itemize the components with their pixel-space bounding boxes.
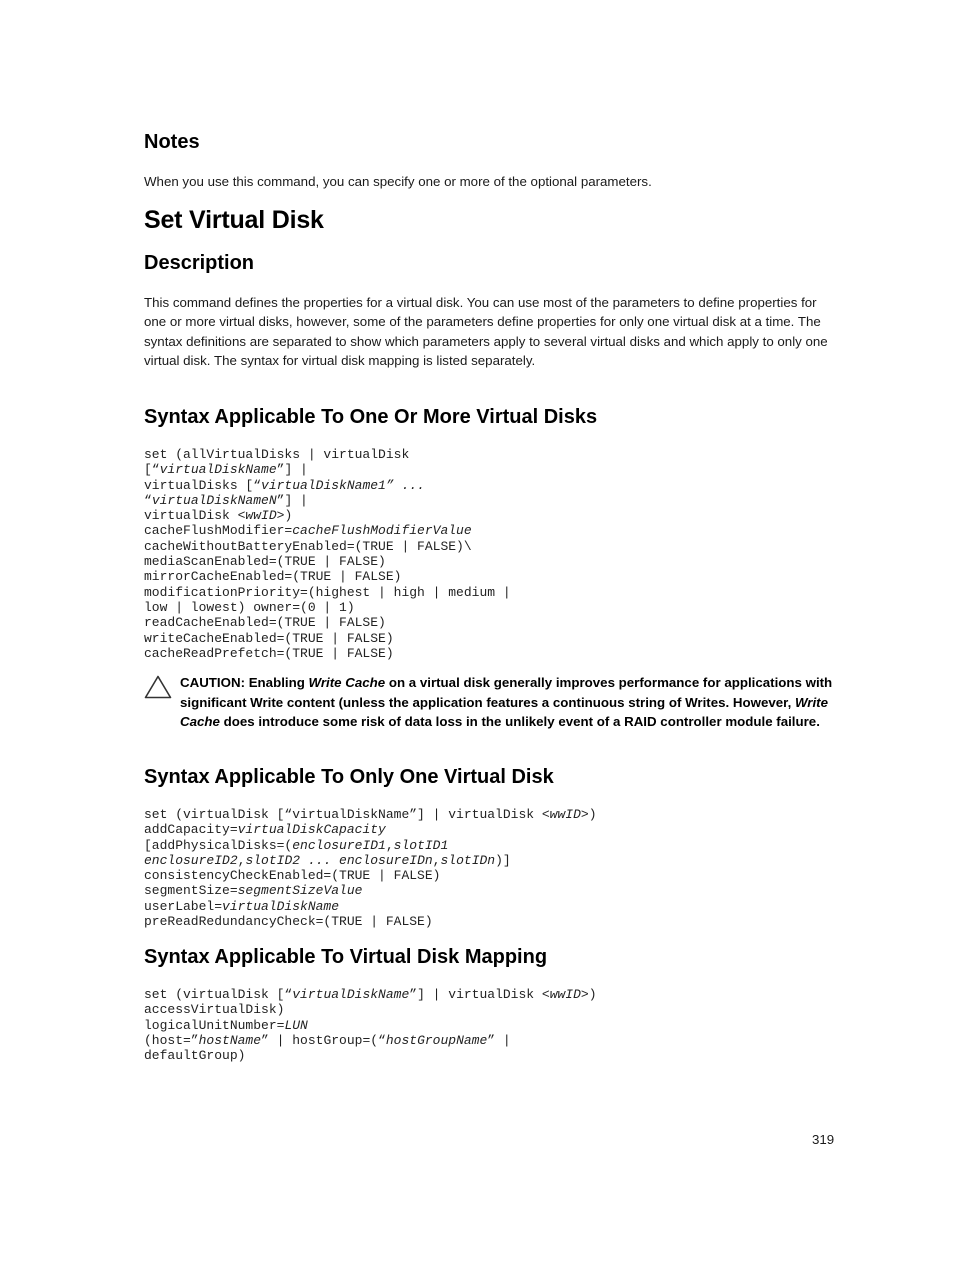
code-segment: low | lowest) owner=(0 | 1) (144, 599, 355, 615)
syntax-mapping-code (144, 987, 597, 1063)
code-segment: virtualDiskCapacity (237, 822, 386, 838)
code-segment: preReadRedundancyCheck=(TRUE | FALSE) (144, 914, 433, 930)
syntax-single-heading: Syntax Applicable To Only One Virtual Disk (144, 766, 554, 788)
code-segment: slotID2 ... enclosureIDn (245, 852, 433, 868)
code-segment: accessVirtualDisk) (144, 1002, 285, 1018)
code-segment: readCacheEnabled=(TRUE | FALSE) (144, 615, 386, 631)
code-segment: , (237, 852, 246, 868)
code-segment: cacheWithoutBatteryEnabled=(TRUE | FALSE)\ (144, 538, 472, 554)
code-segment: set (virtualDisk [“virtualDiskName”] | virtualDisk < (144, 807, 550, 822)
code-segment: modificationPriority=(highest | high | medium | (144, 584, 511, 600)
code-segment: mirrorCacheEnabled=(TRUE | FALSE) (144, 569, 402, 585)
code-segment: wwID (549, 987, 581, 1002)
code-segment: slotIDn (440, 852, 496, 868)
code-segment: hostName (198, 1032, 262, 1048)
code-segment: virtualDisk < (144, 508, 246, 524)
caution-segment: CAUTION: Enabling (180, 675, 309, 690)
code-segment: logicalUnitNumber= (144, 1017, 285, 1033)
code-segment: virtualDiskName1” ... (261, 477, 425, 493)
code-segment: LUN (284, 1017, 308, 1033)
code-segment: ”] | (276, 462, 308, 478)
syntax-multi-heading: Syntax Applicable To One Or More Virtual Disks (144, 406, 598, 428)
code-segment: wwID (245, 508, 277, 524)
code-segment: >) (580, 987, 597, 1002)
code-segment: ” | (487, 1032, 511, 1048)
code-segment: “ (144, 492, 152, 508)
code-segment: ”] | virtualDisk < (409, 987, 550, 1002)
code-segment: [addPhysicalDisks=( (144, 837, 293, 853)
code-segment: set (virtualDisk [“ (144, 987, 293, 1002)
code-segment: segmentSizeValue (237, 883, 363, 899)
code-segment: cacheFlushModifier= (144, 523, 293, 539)
caution-segment: does introduce some risk of data loss in the unlikely event of a RAID controller module failure. (219, 714, 820, 729)
description-text: This command defines the properties for a virtual disk. You can use most of the parameters to define properties for one or more virtual disks, however, some of the parameters define properties for only one virtual disk at a time. The syntax definitions are separated to show which parameters apply to several virtual disks and which apply to only one virtual disk. The syntax for virtual disk mapping is listed separately. (144, 295, 828, 368)
code-segment: virtualDiskName (222, 898, 340, 914)
description-heading: Description (144, 252, 255, 274)
code-segment: hostGroupName (385, 1032, 488, 1048)
code-segment: , (432, 852, 441, 868)
caution-segment: on a virtual disk generally improves performance for applications with significant Write content (unless the application features a continuous string of Writes. However, (180, 675, 833, 710)
code-segment: virtualDisks [“ (144, 477, 262, 493)
code-segment: [“ (144, 462, 160, 478)
code-segment: userLabel= (144, 898, 223, 914)
caution-segment: Write Cache (308, 675, 386, 690)
code-segment: virtualDiskName (159, 462, 277, 478)
warning-triangle-icon (144, 675, 172, 699)
code-segment: segmentSize= (144, 883, 238, 899)
syntax-multi-code (144, 447, 511, 661)
code-segment: , (385, 837, 394, 853)
code-segment: )] (495, 852, 511, 868)
syntax-mapping-heading: Syntax Applicable To Virtual Disk Mapping (144, 946, 548, 968)
code-segment: wwID (549, 807, 581, 822)
code-segment: cacheReadPrefetch=(TRUE | FALSE) (144, 645, 394, 661)
syntax-single-code (144, 807, 597, 929)
notes-text: When you use this command, you can specify one or more of the optional parameters. (144, 174, 652, 189)
page-title: Set Virtual Disk (144, 206, 324, 234)
caution-segment: Write Cache (180, 694, 828, 729)
code-segment: virtualDiskNameN (151, 492, 277, 508)
code-segment: writeCacheEnabled=(TRUE | FALSE) (144, 630, 394, 646)
code-segment: enclosureID1 (292, 837, 386, 853)
code-segment: >) (276, 508, 293, 524)
code-segment: slotID1 (393, 837, 449, 853)
code-segment: >) (580, 807, 597, 822)
code-segment: virtualDiskName (292, 987, 410, 1002)
code-segment: consistencyCheckEnabled=(TRUE | FALSE) (144, 868, 441, 884)
code-segment: mediaScanEnabled=(TRUE | FALSE) (144, 554, 386, 570)
code-segment: ”] | (276, 492, 308, 508)
code-segment: set (allVirtualDisks | virtualDisk (144, 447, 410, 462)
notes-heading: Notes (144, 131, 200, 153)
caution-text (180, 673, 840, 732)
code-segment: ” | hostGroup=(“ (261, 1032, 386, 1048)
code-segment: defaultGroup) (144, 1048, 246, 1064)
page-number: 319 (812, 1132, 835, 1147)
code-segment: addCapacity= (144, 822, 238, 838)
code-segment: cacheFlushModifierValue (292, 523, 472, 539)
code-segment: (host=” (144, 1032, 199, 1048)
code-segment: enclosureID2 (144, 852, 238, 868)
